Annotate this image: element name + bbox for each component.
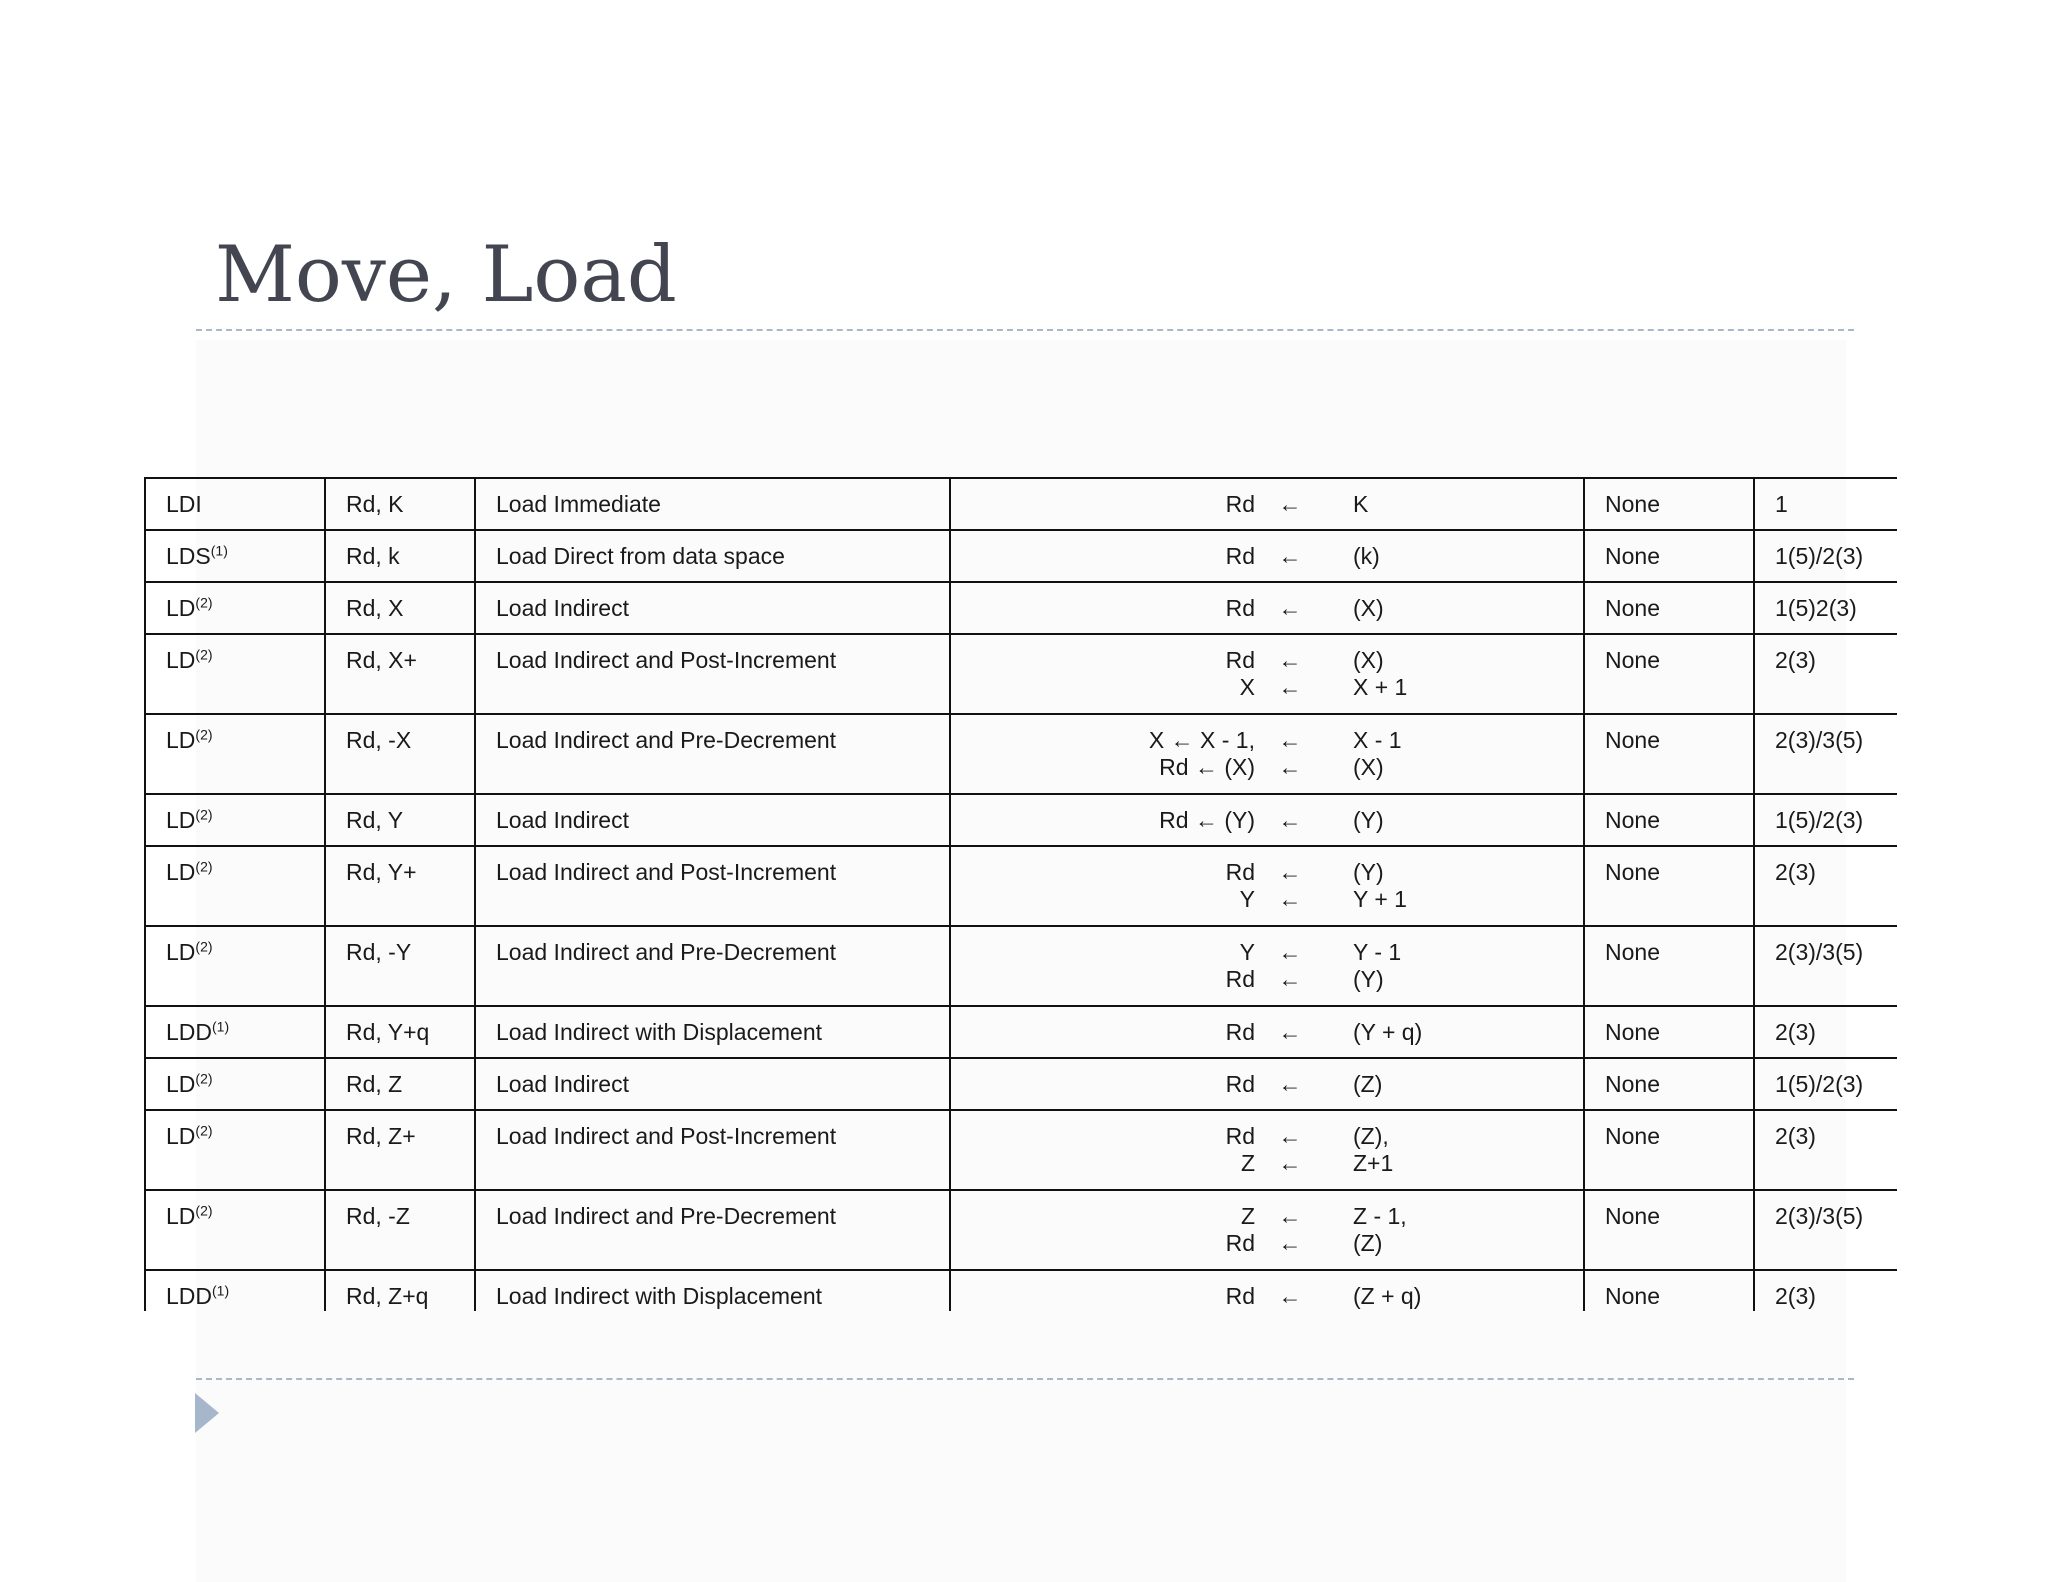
operands: Rd, -Z: [346, 1203, 410, 1229]
description-cell: [475, 846, 950, 926]
mnemonic: LDD: [166, 1019, 213, 1045]
mnemonic-cell: [145, 1270, 325, 1311]
flags-cell: [1584, 926, 1754, 1006]
flags: None: [1605, 807, 1660, 833]
description-cell: [475, 582, 950, 634]
operation-left: Rd: [1225, 595, 1255, 621]
operation-cell: [950, 1270, 1584, 1311]
table-row: [145, 1058, 1897, 1110]
operation-right: (Y): [1353, 807, 1384, 833]
flags-cell: [1584, 634, 1754, 714]
description: Load Indirect: [496, 1071, 629, 1097]
flags-cell: [1584, 794, 1754, 846]
clocks-cell: [1754, 1110, 1897, 1190]
operation-line: [951, 1123, 1583, 1150]
description: Load Indirect and Pre-Decrement: [496, 939, 837, 965]
table-row: [145, 846, 1897, 926]
clocks-cell: [1754, 714, 1897, 794]
operands-cell: [325, 846, 475, 926]
flags-cell: [1584, 1110, 1754, 1190]
clocks-cell: [1754, 794, 1897, 846]
operation-line: [951, 886, 1583, 913]
description: Load Immediate: [496, 491, 661, 517]
description: Load Indirect and Post-Increment: [496, 1123, 837, 1149]
assign-arrow: ←: [1278, 886, 1302, 912]
clocks: 2(3)/3(5): [1775, 727, 1864, 753]
mnemonic: LDI: [166, 491, 202, 517]
operands-cell: [325, 478, 475, 530]
operation-right: (Y): [1353, 966, 1384, 992]
footnote-ref: (2): [195, 1202, 213, 1219]
operation-line: [951, 1019, 1583, 1046]
operands: Rd, X: [346, 595, 404, 621]
operation-right: (X): [1353, 754, 1384, 780]
mnemonic: LD: [166, 939, 196, 965]
clocks-cell: [1754, 634, 1897, 714]
operation-line: [951, 1283, 1583, 1310]
operation-line: [951, 1230, 1583, 1257]
operation-line: [951, 939, 1583, 966]
operands-cell: [325, 714, 475, 794]
clocks: 1(5)2(3): [1775, 595, 1857, 621]
clocks: 2(3): [1775, 647, 1816, 673]
mnemonic-cell: [145, 794, 325, 846]
assign-arrow: ←: [1278, 807, 1302, 833]
operands-cell: [325, 794, 475, 846]
mnemonic: LD: [166, 807, 196, 833]
operation-right: X - 1: [1353, 727, 1402, 753]
slide-title: Move, Load: [215, 230, 677, 320]
footnote-ref: (1): [210, 542, 228, 559]
description-cell: [475, 1270, 950, 1311]
table-row: [145, 794, 1897, 846]
footnote-ref: (2): [195, 726, 213, 743]
operation-line: [951, 807, 1583, 834]
operation-cell: [950, 530, 1584, 582]
operation-left: Rd ← (Y): [1159, 807, 1255, 833]
table-row: [145, 1110, 1897, 1190]
mnemonic: LD: [166, 1071, 196, 1097]
operation-line: [951, 727, 1583, 754]
operation-left: Rd: [1225, 491, 1255, 517]
operation-right: K: [1353, 491, 1369, 517]
mnemonic: LDD: [166, 1283, 213, 1309]
mnemonic-cell: [145, 530, 325, 582]
operation-cell: [950, 582, 1584, 634]
description-cell: [475, 1190, 950, 1270]
operation-right: (Z),: [1353, 1123, 1389, 1149]
operation-left: Rd: [1225, 1123, 1255, 1149]
description: Load Indirect and Pre-Decrement: [496, 727, 837, 753]
flags-cell: [1584, 478, 1754, 530]
operands: Rd, Y: [346, 807, 404, 833]
operation-cell: [950, 1058, 1584, 1110]
flags: None: [1605, 647, 1660, 673]
operation-left: X ← X - 1,: [1148, 727, 1255, 753]
clocks: 2(3)/3(5): [1775, 1203, 1864, 1229]
mnemonic: LD: [166, 859, 196, 885]
operands: Rd, K: [346, 491, 404, 517]
description: Load Indirect and Pre-Decrement: [496, 1203, 837, 1229]
mnemonic: LDS: [166, 543, 211, 569]
operation-left: Z: [1240, 1150, 1255, 1176]
table-row: [145, 1190, 1897, 1270]
clocks: 2(3): [1775, 1123, 1816, 1149]
assign-arrow: ←: [1278, 595, 1302, 621]
table-row: [145, 530, 1897, 582]
operation-cell: [950, 1110, 1584, 1190]
footnote-ref: (2): [195, 1122, 213, 1139]
mnemonic-cell: [145, 1110, 325, 1190]
table-row: [145, 714, 1897, 794]
operation-cell: [950, 1190, 1584, 1270]
operation-left: Rd: [1225, 1071, 1255, 1097]
flags: None: [1605, 1203, 1660, 1229]
operation-left: Y: [1239, 939, 1255, 965]
operation-right: Z - 1,: [1353, 1203, 1407, 1229]
flags: None: [1605, 1019, 1660, 1045]
flags-cell: [1584, 530, 1754, 582]
flags: None: [1605, 1123, 1660, 1149]
operands: Rd, Y+q: [346, 1019, 430, 1045]
operation-right: (Z): [1353, 1230, 1383, 1256]
table-row: [145, 582, 1897, 634]
table-row: [145, 478, 1897, 530]
mnemonic-cell: [145, 1190, 325, 1270]
footnote-ref: (2): [195, 594, 213, 611]
assign-arrow: ←: [1278, 1150, 1302, 1176]
operation-right: (X): [1353, 647, 1384, 673]
flags-cell: [1584, 1190, 1754, 1270]
assign-arrow: ←: [1278, 859, 1302, 885]
operation-right: X + 1: [1353, 674, 1408, 700]
clocks: 2(3): [1775, 859, 1816, 885]
assign-arrow: ←: [1278, 1019, 1302, 1045]
instruction-table: [144, 477, 1897, 1311]
operation-left: Rd: [1225, 1283, 1255, 1309]
flags-cell: [1584, 1006, 1754, 1058]
description-cell: [475, 478, 950, 530]
assign-arrow: ←: [1278, 1203, 1302, 1229]
assign-arrow: ←: [1278, 1071, 1302, 1097]
operation-left: X: [1239, 674, 1255, 700]
mnemonic-cell: [145, 926, 325, 1006]
operation-right: (Y + q): [1353, 1019, 1423, 1045]
operands: Rd, k: [346, 543, 400, 569]
assign-arrow: ←: [1278, 647, 1302, 673]
flags-cell: [1584, 846, 1754, 926]
table-row: [145, 634, 1897, 714]
operation-line: [951, 647, 1583, 674]
footnote-ref: (2): [195, 1070, 213, 1087]
flags: None: [1605, 1071, 1660, 1097]
footnote-ref: (2): [195, 938, 213, 955]
flags: None: [1605, 543, 1660, 569]
operation-cell: [950, 714, 1584, 794]
operation-left: Rd: [1225, 1019, 1255, 1045]
assign-arrow: ←: [1278, 491, 1302, 517]
clocks: 2(3)/3(5): [1775, 939, 1864, 965]
clocks: 1(5)/2(3): [1775, 1071, 1864, 1097]
footnote-ref: (2): [195, 646, 213, 663]
description-cell: [475, 1110, 950, 1190]
flags: None: [1605, 727, 1660, 753]
description: Load Indirect: [496, 595, 629, 621]
operation-left: Rd: [1225, 647, 1255, 673]
operation-cell: [950, 794, 1584, 846]
clocks-cell: [1754, 478, 1897, 530]
clocks-cell: [1754, 1190, 1897, 1270]
operands: Rd, X+: [346, 647, 417, 673]
description-cell: [475, 530, 950, 582]
operands-cell: [325, 582, 475, 634]
mnemonic-cell: [145, 478, 325, 530]
operation-line: [951, 491, 1583, 518]
footnote-ref: (2): [195, 806, 213, 823]
assign-arrow: ←: [1278, 674, 1302, 700]
operands-cell: [325, 1190, 475, 1270]
operation-line: [951, 595, 1583, 622]
flags-cell: [1584, 714, 1754, 794]
mnemonic: LD: [166, 647, 196, 673]
description: Load Indirect with Displacement: [496, 1019, 822, 1045]
description: Load Indirect and Post-Increment: [496, 647, 837, 673]
flags-cell: [1584, 1058, 1754, 1110]
operands: Rd, Z: [346, 1071, 403, 1097]
table-row: [145, 1270, 1897, 1311]
mnemonic: LD: [166, 1123, 196, 1149]
operands-cell: [325, 1110, 475, 1190]
clocks-cell: [1754, 926, 1897, 1006]
instruction-table-image: [144, 477, 1897, 1311]
description: Load Indirect and Post-Increment: [496, 859, 837, 885]
clocks-cell: [1754, 846, 1897, 926]
operation-line: [951, 1203, 1583, 1230]
operands-cell: [325, 1006, 475, 1058]
operands-cell: [325, 926, 475, 1006]
flags-cell: [1584, 1270, 1754, 1311]
clocks: 2(3): [1775, 1283, 1816, 1309]
description: Load Indirect with Displacement: [496, 1283, 822, 1309]
operands-cell: [325, 634, 475, 714]
clocks: 1(5)/2(3): [1775, 543, 1864, 569]
assign-arrow: ←: [1278, 1283, 1302, 1309]
operation-left: Rd ← (X): [1159, 754, 1255, 780]
operation-cell: [950, 478, 1584, 530]
operands: Rd, Y+: [346, 859, 417, 885]
assign-arrow: ←: [1278, 727, 1302, 753]
description-cell: [475, 794, 950, 846]
operation-right: Z+1: [1353, 1150, 1394, 1176]
operation-line: [951, 859, 1583, 886]
operation-left: Rd: [1225, 1230, 1255, 1256]
footer-divider: [196, 1378, 1854, 1380]
operation-right: Y + 1: [1353, 886, 1407, 912]
table-row: [145, 1006, 1897, 1058]
mnemonic: LD: [166, 727, 196, 753]
operands-cell: [325, 530, 475, 582]
operands: Rd, -X: [346, 727, 412, 753]
clocks: 2(3): [1775, 1019, 1816, 1045]
flags: None: [1605, 939, 1660, 965]
operands-cell: [325, 1270, 475, 1311]
operation-left: Rd: [1225, 859, 1255, 885]
operation-cell: [950, 926, 1584, 1006]
mnemonic-cell: [145, 846, 325, 926]
assign-arrow: ←: [1278, 939, 1302, 965]
mnemonic-cell: [145, 714, 325, 794]
operation-left: Z: [1240, 1203, 1255, 1229]
description-cell: [475, 634, 950, 714]
description-cell: [475, 714, 950, 794]
operands: Rd, Z+q: [346, 1283, 429, 1309]
operation-left: Y: [1239, 886, 1255, 912]
operation-left: Rd: [1225, 966, 1255, 992]
clocks-cell: [1754, 1006, 1897, 1058]
assign-arrow: ←: [1278, 1123, 1302, 1149]
mnemonic: LD: [166, 1203, 196, 1229]
flags-cell: [1584, 582, 1754, 634]
operation-right: (k): [1353, 543, 1380, 569]
footnote-ref: (1): [212, 1282, 230, 1299]
clocks-cell: [1754, 530, 1897, 582]
operands-cell: [325, 1058, 475, 1110]
flags: None: [1605, 491, 1660, 517]
next-slide-arrow-icon[interactable]: [195, 1393, 219, 1433]
flags: None: [1605, 1283, 1660, 1309]
description-cell: [475, 926, 950, 1006]
assign-arrow: ←: [1278, 1230, 1302, 1256]
operands: Rd, -Y: [346, 939, 412, 965]
clocks-cell: [1754, 1058, 1897, 1110]
mnemonic-cell: [145, 634, 325, 714]
operation-right: (Z): [1353, 1071, 1383, 1097]
operation-cell: [950, 846, 1584, 926]
mnemonic: LD: [166, 595, 196, 621]
operation-line: [951, 543, 1583, 570]
description-cell: [475, 1058, 950, 1110]
operation-right: (Z + q): [1353, 1283, 1422, 1309]
operation-line: [951, 754, 1583, 781]
operation-right: Y - 1: [1353, 939, 1402, 965]
assign-arrow: ←: [1278, 543, 1302, 569]
operation-cell: [950, 634, 1584, 714]
operation-line: [951, 1150, 1583, 1177]
assign-arrow: ←: [1278, 754, 1302, 780]
mnemonic-cell: [145, 1006, 325, 1058]
mnemonic-cell: [145, 582, 325, 634]
description: Load Indirect: [496, 807, 629, 833]
assign-arrow: ←: [1278, 966, 1302, 992]
clocks-cell: [1754, 1270, 1897, 1311]
title-divider: [196, 329, 1854, 331]
operation-line: [951, 674, 1583, 701]
description: Load Direct from data space: [496, 543, 785, 569]
clocks: 1(5)/2(3): [1775, 807, 1864, 833]
operation-line: [951, 1071, 1583, 1098]
operation-right: (Y): [1353, 859, 1384, 885]
clocks: 1: [1775, 491, 1788, 517]
clocks-cell: [1754, 582, 1897, 634]
flags: None: [1605, 859, 1660, 885]
mnemonic-cell: [145, 1058, 325, 1110]
footnote-ref: (2): [195, 858, 213, 875]
table-row: [145, 926, 1897, 1006]
footnote-ref: (1): [212, 1018, 230, 1035]
operation-right: (X): [1353, 595, 1384, 621]
operation-line: [951, 966, 1583, 993]
flags: None: [1605, 595, 1660, 621]
operation-left: Rd: [1225, 543, 1255, 569]
operation-cell: [950, 1006, 1584, 1058]
description-cell: [475, 1006, 950, 1058]
operands: Rd, Z+: [346, 1123, 416, 1149]
